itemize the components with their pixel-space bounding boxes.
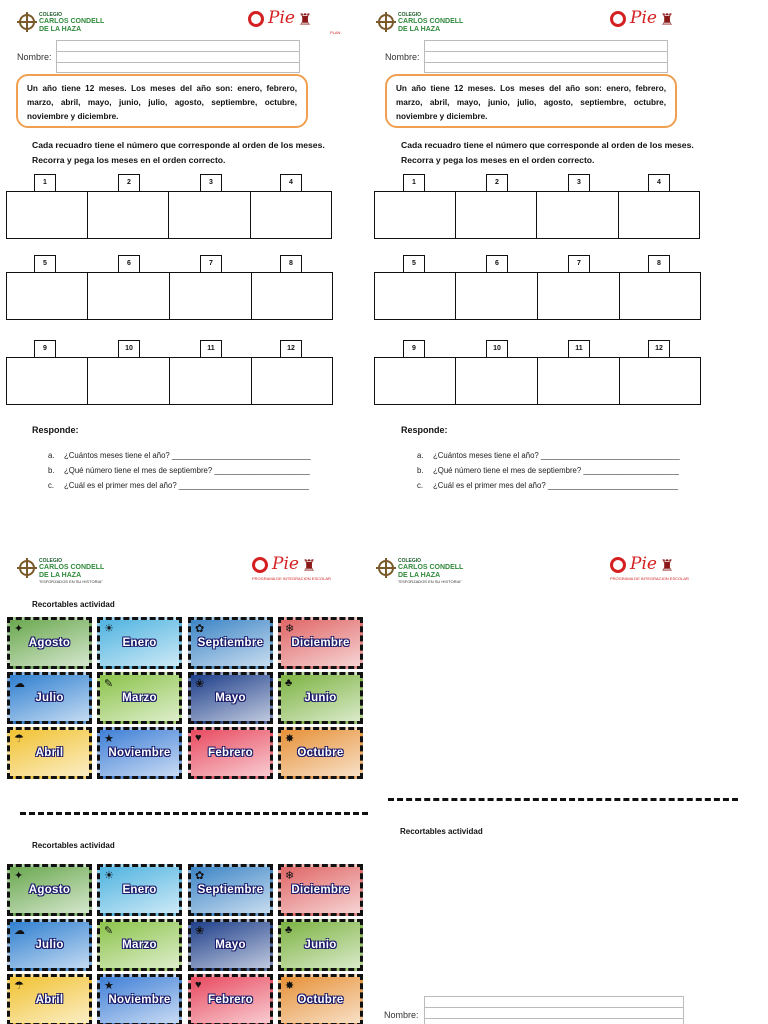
month-cutout-label: Septiembre: [197, 884, 264, 896]
cutouts-title-2: Recortables actividad: [32, 841, 115, 850]
decor-icon: ❀: [195, 925, 205, 937]
decor-icon: ★: [104, 980, 114, 992]
month-cutout-label: Noviembre: [108, 747, 171, 759]
box-number-2: 2: [486, 174, 508, 191]
cutout-sheet-right: [370, 548, 740, 1024]
box-number-7: 7: [200, 255, 222, 272]
month-cutout-card[interactable]: [7, 864, 92, 916]
month-slot-2[interactable]: [87, 191, 169, 239]
school-name-line1: COLEGIO: [39, 558, 63, 564]
intro-text-box: Un año tiene 12 meses. Los meses del año son: enero, febrero, marzo, abril, mayo, junio, julio, agosto, septiembre, octubre, noviembre y diciembre.: [385, 74, 677, 128]
month-cutout-label: Mayo: [215, 939, 246, 951]
pie-logo-word: Pie: [272, 554, 299, 574]
month-cutout-label: Agosto: [28, 884, 71, 896]
month-slot-6[interactable]: [455, 272, 538, 320]
month-cutout-card[interactable]: [278, 617, 363, 669]
question-b: b. ¿Qué número tiene el mes de septiembre? ______________________: [417, 466, 679, 475]
month-cutout-label: Octubre: [297, 747, 344, 759]
box-number-12: 12: [280, 340, 302, 357]
question-a: a. ¿Cuántos meses tiene el año? ________________________________: [48, 451, 311, 460]
ship-wheel-icon: [19, 14, 35, 30]
month-cutout-card[interactable]: [97, 864, 182, 916]
decor-icon: ☂: [14, 733, 24, 745]
month-slot-11[interactable]: [537, 357, 620, 405]
decor-icon: ✎: [104, 678, 114, 690]
question-a: a. ¿Cuántos meses tiene el año? ________________________________: [417, 451, 680, 460]
cutouts-title: Recortables actividad: [400, 827, 483, 836]
box-number-3: 3: [200, 174, 222, 191]
decor-icon: ✿: [195, 623, 205, 635]
decor-icon: ✦: [14, 870, 24, 882]
month-slot-11[interactable]: [169, 357, 252, 405]
month-slot-7[interactable]: [169, 272, 252, 320]
pie-program-logo: [248, 8, 340, 38]
month-slot-7[interactable]: [537, 272, 620, 320]
month-slot-10[interactable]: [87, 357, 170, 405]
question-b: b. ¿Qué número tiene el mes de septiembre? ______________________: [48, 466, 310, 475]
month-cutout-card[interactable]: [278, 864, 363, 916]
school-name-line2: CARLOS CONDELL: [39, 18, 105, 25]
month-cutout-label: Marzo: [122, 939, 157, 951]
responde-label: Responde:: [32, 425, 79, 435]
decor-icon: ☁: [14, 678, 25, 690]
month-cutout-label: Diciembre: [291, 637, 350, 649]
month-slot-10[interactable]: [455, 357, 538, 405]
cut-line: [388, 798, 738, 801]
month-cutout-card[interactable]: [97, 672, 182, 724]
month-cutout-card[interactable]: [97, 919, 182, 971]
pie-ring-icon: [610, 11, 626, 27]
nombre-field-row3[interactable]: [56, 62, 300, 73]
pie-logo-word: Pie: [630, 8, 657, 28]
pie-ring-icon: [610, 557, 626, 573]
ship-wheel-icon: [378, 560, 394, 576]
month-cutout-card[interactable]: [7, 672, 92, 724]
school-name-line3: DE LA HAZA: [39, 26, 82, 33]
month-cutout-label: Junio: [304, 692, 337, 704]
month-cutout-label: Marzo: [122, 692, 157, 704]
decor-icon: ♣: [285, 924, 293, 936]
school-motto: "ESFORZADOS EN SU HISTORIA": [39, 579, 103, 584]
month-slot-3[interactable]: [536, 191, 619, 239]
nombre-field-2-row2[interactable]: [424, 1007, 684, 1018]
school-name-line3: DE LA HAZA: [398, 572, 441, 579]
month-cutout-label: Enero: [122, 637, 157, 649]
month-cutout-card[interactable]: [278, 727, 363, 779]
decor-icon: ☂: [14, 980, 24, 992]
school-name-line1: COLEGIO: [39, 12, 63, 18]
school-logo: [19, 12, 139, 38]
decor-icon: ✦: [14, 623, 24, 635]
decor-icon: ♣: [285, 677, 293, 689]
box-number-8: 8: [280, 255, 302, 272]
pie-program-logo: [252, 554, 344, 584]
month-cutout-card[interactable]: [188, 617, 273, 669]
month-slot-1[interactable]: [6, 191, 88, 239]
month-cutout-label: Agosto: [28, 637, 71, 649]
box-number-1: 1: [403, 174, 425, 191]
month-slot-5[interactable]: [6, 272, 88, 320]
month-cutout-card[interactable]: [278, 974, 363, 1024]
nombre-label: Nombre:: [385, 52, 420, 62]
month-cutout-card[interactable]: [188, 864, 273, 916]
nombre-field[interactable]: [424, 40, 668, 51]
month-cutout-label: Abril: [35, 994, 64, 1006]
decor-icon: ✸: [285, 733, 295, 745]
nombre-field-row2[interactable]: [56, 51, 300, 62]
kid-mascot-icon: ♜: [660, 12, 675, 29]
month-cutout-card[interactable]: [188, 974, 273, 1024]
month-cutout-card[interactable]: [7, 919, 92, 971]
school-logo: [378, 12, 498, 38]
box-number-3: 3: [568, 174, 590, 191]
school-name-line3: DE LA HAZA: [398, 26, 441, 33]
month-slot-9[interactable]: [6, 357, 88, 405]
pie-ring-icon: [248, 11, 264, 27]
school-motto: "ESFORZADOS EN SU HISTORIA": [398, 579, 462, 584]
kid-mascot-icon: ♜: [660, 558, 675, 575]
decor-icon: ☁: [14, 925, 25, 937]
month-cutout-card[interactable]: [7, 727, 92, 779]
month-slot-12[interactable]: [619, 357, 701, 405]
month-cutout-card[interactable]: [278, 919, 363, 971]
program-caption: PROGRAMA DE INTEGRACION ESCOLAR: [252, 576, 331, 581]
month-slot-8[interactable]: [251, 272, 333, 320]
ship-wheel-icon: [378, 14, 394, 30]
nombre-label: Nombre:: [17, 52, 52, 62]
cut-line: [20, 812, 368, 815]
school-logo: [378, 558, 498, 584]
month-cutout-label: Febrero: [208, 994, 253, 1006]
box-number-1: 1: [34, 174, 56, 191]
instructions-text: Cada recuadro tiene el número que corresponde al orden de los meses. Recorra y pega los meses en el orden correcto.: [401, 140, 694, 165]
program-caption: PROGRAMA DE INTEGRACION ESCOLAR: [610, 576, 689, 581]
month-slot-3[interactable]: [168, 191, 251, 239]
decor-icon: ✸: [285, 980, 295, 992]
decor-icon: ★: [104, 733, 114, 745]
month-cutout-card[interactable]: [97, 617, 182, 669]
month-cutout-label: Enero: [122, 884, 157, 896]
month-cutout-card[interactable]: [97, 727, 182, 779]
month-slot-6[interactable]: [87, 272, 170, 320]
school-name-line2: CARLOS CONDELL: [398, 18, 464, 25]
month-cutout-label: Septiembre: [197, 637, 264, 649]
box-number-9: 9: [403, 340, 425, 357]
nombre-field[interactable]: [56, 40, 300, 51]
school-name-line3: DE LA HAZA: [39, 572, 82, 579]
month-cutout-card[interactable]: [7, 617, 92, 669]
month-cutout-label: Noviembre: [108, 994, 171, 1006]
box-number-12: 12: [648, 340, 670, 357]
box-number-5: 5: [34, 255, 56, 272]
box-number-6: 6: [486, 255, 508, 272]
question-c: c. ¿Cuál es el primer mes del año? ______________________________: [417, 481, 678, 490]
month-cutout-label: Julio: [35, 692, 64, 704]
month-slot-9[interactable]: [374, 357, 456, 405]
responde-label: Responde:: [401, 425, 448, 435]
box-number-4: 4: [280, 174, 302, 191]
box-number-7: 7: [568, 255, 590, 272]
box-number-11: 11: [568, 340, 590, 357]
month-slot-8[interactable]: [619, 272, 701, 320]
school-name-line2: CARLOS CONDELL: [39, 564, 105, 571]
month-slot-1[interactable]: [374, 191, 456, 239]
month-slot-2[interactable]: [455, 191, 537, 239]
ship-wheel-icon: [19, 560, 35, 576]
month-cutout-label: Junio: [304, 939, 337, 951]
nombre-field-2-row3[interactable]: [424, 1018, 684, 1024]
school-logo: [19, 558, 139, 584]
month-slot-5[interactable]: [374, 272, 456, 320]
month-cutout-label: Abril: [35, 747, 64, 759]
month-cutout-card[interactable]: [278, 672, 363, 724]
month-cutout-label: Julio: [35, 939, 64, 951]
pie-logo-word: Pie: [268, 8, 295, 28]
school-name-line2: CARLOS CONDELL: [398, 564, 464, 571]
pie-logo-tag: PLAN: [330, 30, 341, 35]
instructions-text: Cada recuadro tiene el número que corresponde al orden de los meses. Recorra y pega los meses en el orden correcto.: [32, 140, 325, 165]
box-number-6: 6: [118, 255, 140, 272]
decor-icon: ❄: [285, 870, 295, 882]
pie-program-logo: [610, 8, 702, 38]
month-cutout-card[interactable]: [188, 919, 273, 971]
decor-icon: ❄: [285, 623, 295, 635]
month-cutout-label: Diciembre: [291, 884, 350, 896]
kid-mascot-icon: ♜: [298, 12, 313, 29]
month-cutout-card[interactable]: [97, 974, 182, 1024]
kid-mascot-icon: ♜: [302, 558, 317, 575]
month-cutout-label: Octubre: [297, 994, 344, 1006]
month-cutout-label: Febrero: [208, 747, 253, 759]
question-c: c. ¿Cuál es el primer mes del año? ______________________________: [48, 481, 309, 490]
worksheet-left: [0, 0, 370, 505]
box-number-2: 2: [118, 174, 140, 191]
box-number-11: 11: [200, 340, 222, 357]
decor-icon: ✿: [195, 870, 205, 882]
month-cutout-card[interactable]: [188, 727, 273, 779]
decor-icon: ♥: [195, 732, 202, 744]
box-number-10: 10: [486, 340, 508, 357]
decor-icon: ♥: [195, 979, 202, 991]
month-slot-4[interactable]: [618, 191, 700, 239]
cutouts-title: Recortables actividad: [32, 600, 115, 609]
nombre-field-row3[interactable]: [424, 62, 668, 73]
nombre-field-2[interactable]: [424, 996, 684, 1007]
pie-ring-icon: [252, 557, 268, 573]
intro-text-box: Un año tiene 12 meses. Los meses del año son: enero, febrero, marzo, abril, mayo, junio, julio, agosto, septiembre, octubre, noviembre y diciembre.: [16, 74, 308, 128]
pie-logo-word: Pie: [630, 554, 657, 574]
box-number-9: 9: [34, 340, 56, 357]
box-number-5: 5: [403, 255, 425, 272]
pie-program-logo: [610, 554, 702, 584]
nombre-field-row2[interactable]: [424, 51, 668, 62]
month-cutout-card[interactable]: [188, 672, 273, 724]
month-cutout-card[interactable]: [7, 974, 92, 1024]
school-name-line1: COLEGIO: [398, 12, 422, 18]
cutout-sheet-left: [0, 548, 370, 1024]
month-slot-4[interactable]: [250, 191, 332, 239]
decor-icon: ❀: [195, 678, 205, 690]
box-number-8: 8: [648, 255, 670, 272]
decor-icon: ☀: [104, 623, 114, 635]
nombre-label-2: Nombre:: [384, 1010, 419, 1020]
month-slot-12[interactable]: [251, 357, 333, 405]
month-cutout-label: Mayo: [215, 692, 246, 704]
decor-icon: ☀: [104, 870, 114, 882]
box-number-10: 10: [118, 340, 140, 357]
worksheet-right: [370, 0, 740, 505]
school-name-line1: COLEGIO: [398, 558, 422, 564]
decor-icon: ✎: [104, 925, 114, 937]
box-number-4: 4: [648, 174, 670, 191]
